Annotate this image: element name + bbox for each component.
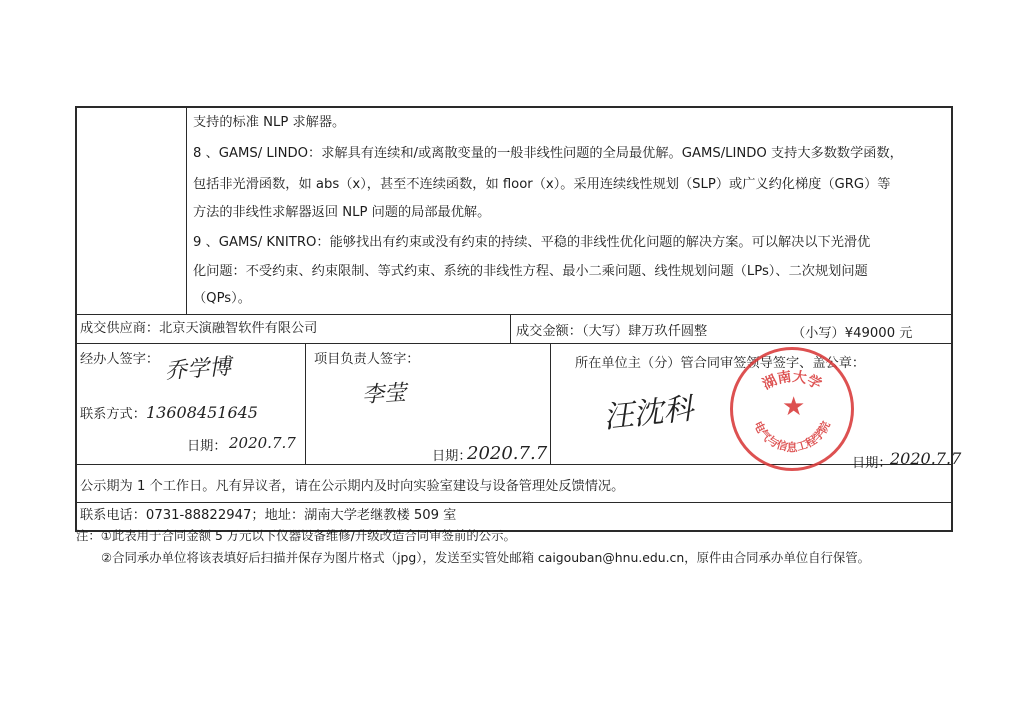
supplier-field: 成交供应商：北京天演融智软件有限公司	[80, 321, 318, 336]
signature-divider-1	[305, 343, 306, 464]
note-line-2: ②合同承办单位将该表填好后扫描并保存为图片格式（jpg），发送至实管处邮箱 caigouban@hnu.edu.cn，原件由合同承办单位自行保管。	[101, 550, 871, 565]
content-line-4: 方法的非线性求解器返回 NLP 问题的局部最优解。	[193, 205, 491, 220]
handler-contact-label: 联系方式：	[80, 407, 146, 422]
unit-date-label: 日期：	[852, 456, 892, 471]
content-line-5: 9 、GAMS/ KNITRO：能够找出有约束或没有约束的持续、平稳的非线性优化问题的解决方案。可以解决以下光滑优	[193, 235, 871, 250]
content-line-2: 8 、GAMS/ LINDO：求解具有连续和/或离散变量的一般非线性问题的全局最优解。GAMS/LINDO 支持大多数数学函数，	[193, 146, 903, 161]
official-seal	[730, 347, 854, 471]
handler-signature-label: 经办人签字：	[80, 352, 160, 367]
content-column-divider	[186, 106, 187, 314]
notice-text: 公示期为 1 个工作日。凡有异议者，请在公示期内及时向实验室建设与设备管理处反馈情况。	[80, 479, 625, 494]
signature-divider-2	[550, 343, 551, 464]
project-lead-signature: 李莹	[361, 380, 407, 409]
handler-phone: 13608451645	[146, 403, 258, 422]
project-lead-date: 2020.7.7	[467, 443, 548, 464]
note-line-1: 注：①此表用于合同金额 5 万元以下仪器设备维修/升级改造合同审签前的公示。	[76, 528, 516, 543]
table-left-border	[75, 106, 77, 531]
seal-bottom-text: 电气与信息工程学院	[751, 419, 833, 454]
content-line-3: 包括非光滑函数，如 abs（x），甚至不连续函数，如 floor（x）。采用连续线性规划（SLP）或广义约化梯度（GRG）等	[193, 177, 891, 192]
amount-field: 成交金额：（大写）肆万玖仟圆整	[516, 324, 708, 339]
content-line-6: 化问题：不受约束、约束限制、等式约束、系统的非线性方程、最小二乘问题、线性规划问题（LPs）、二次规划问题	[193, 264, 868, 279]
project-lead-date-label: 日期：	[432, 449, 472, 464]
seal-top-text: 湖南大学	[760, 368, 824, 394]
row-divider-supplier-top	[75, 314, 953, 315]
handler-date: 2020.7.7	[229, 434, 296, 452]
project-lead-signature-label: 项目负责人签字：	[314, 352, 420, 367]
unit-leader-signature: 汪沈科	[601, 391, 695, 436]
row-divider-signature-top	[75, 343, 953, 344]
content-line-7: （QPs）。	[193, 291, 251, 306]
amount-small-field: （小写）¥49000 元	[792, 326, 913, 341]
row-divider-contact-top	[75, 502, 953, 503]
handler-date-label: 日期：	[187, 439, 227, 454]
handler-signature: 乔学博	[164, 354, 232, 385]
contact-text: 联系电话：0731-88822947；地址：湖南大学老继教楼 509 室	[80, 508, 457, 523]
content-line-1: 支持的标准 NLP 求解器。	[193, 115, 346, 130]
unit-date: 2020.7.7	[890, 449, 962, 468]
table-top-border	[75, 106, 953, 108]
unit-leader-label: 所在单位主（分）管合同审签领导签字、盖公章：	[575, 356, 866, 371]
seal-star-icon: ★	[782, 392, 806, 422]
supplier-amount-divider	[510, 314, 511, 344]
